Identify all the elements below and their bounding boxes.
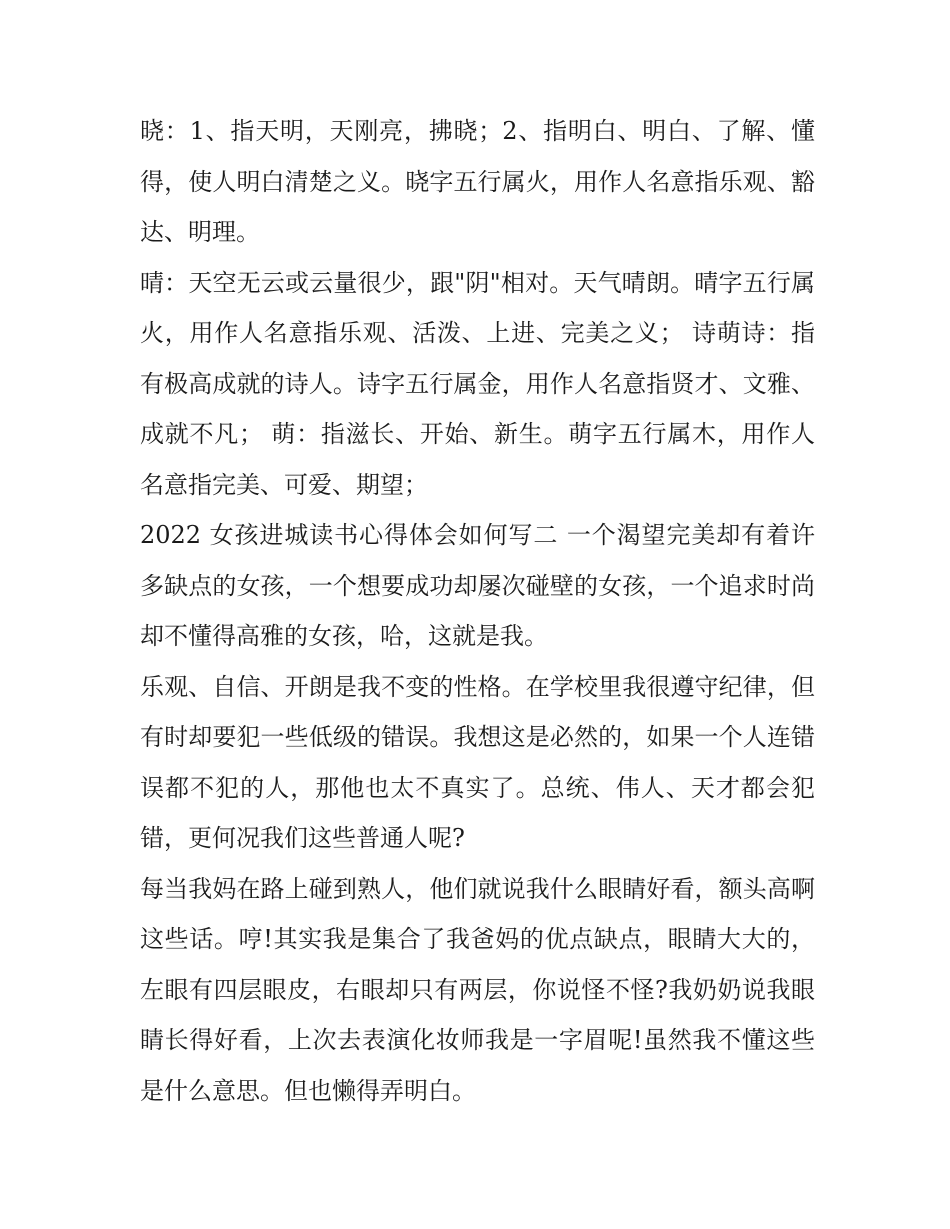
paragraph-personality: 乐观、自信、开朗是我不变的性格。在学校里我很遵守纪律，但有时却要犯一些低级的错误。我想这是必然的，如果一个人连错误都不犯的人，那他也太不真实了。总统、伟人、天才都会犯错，更何况我们这些普通人呢? <box>140 672 815 852</box>
paragraph-xiao: 晓：1、指天明，天刚亮，拂晓；2、指明白、明白、了解、懂得，使人明白清楚之义。晓字五行属火，用作人名意指乐观、豁达、明理。 <box>140 117 815 246</box>
document-body <box>140 106 815 1116</box>
paragraph-appearance: 每当我妈在路上碰到熟人，他们就说我什么眼睛好看，额头高啊这些话。哼!其实我是集合了我爸妈的优点缺点，眼睛大大的，左眼有四层眼皮，右眼却只有两层，你说怪不怪?我奶奶说我眼睛长得好看，上次去表演化妆师我是一字眉呢!虽然我不懂这些是什么意思。但也懒得弄明白。 <box>140 874 815 1105</box>
paragraph-essay-intro: 2022 女孩进城读书心得体会如何写二 一个渴望完美却有着许多缺点的女孩，一个想要成功却屡次碰壁的女孩，一个追求时尚却不懂得高雅的女孩，哈，这就是我。 <box>140 521 815 650</box>
paragraph-qing-shi-meng: 晴：天空无云或云量很少，跟"阴"相对。天气晴朗。晴字五行属火，用作人名意指乐观、活泼、上进、完美之义； 诗萌诗：指有极高成就的诗人。诗字五行属金，用作人名意指贤才、文雅、成就不凡； 萌：指滋长、开始、新生。萌字五行属木，用作人名意指完美、可爱、期望； <box>140 268 815 499</box>
